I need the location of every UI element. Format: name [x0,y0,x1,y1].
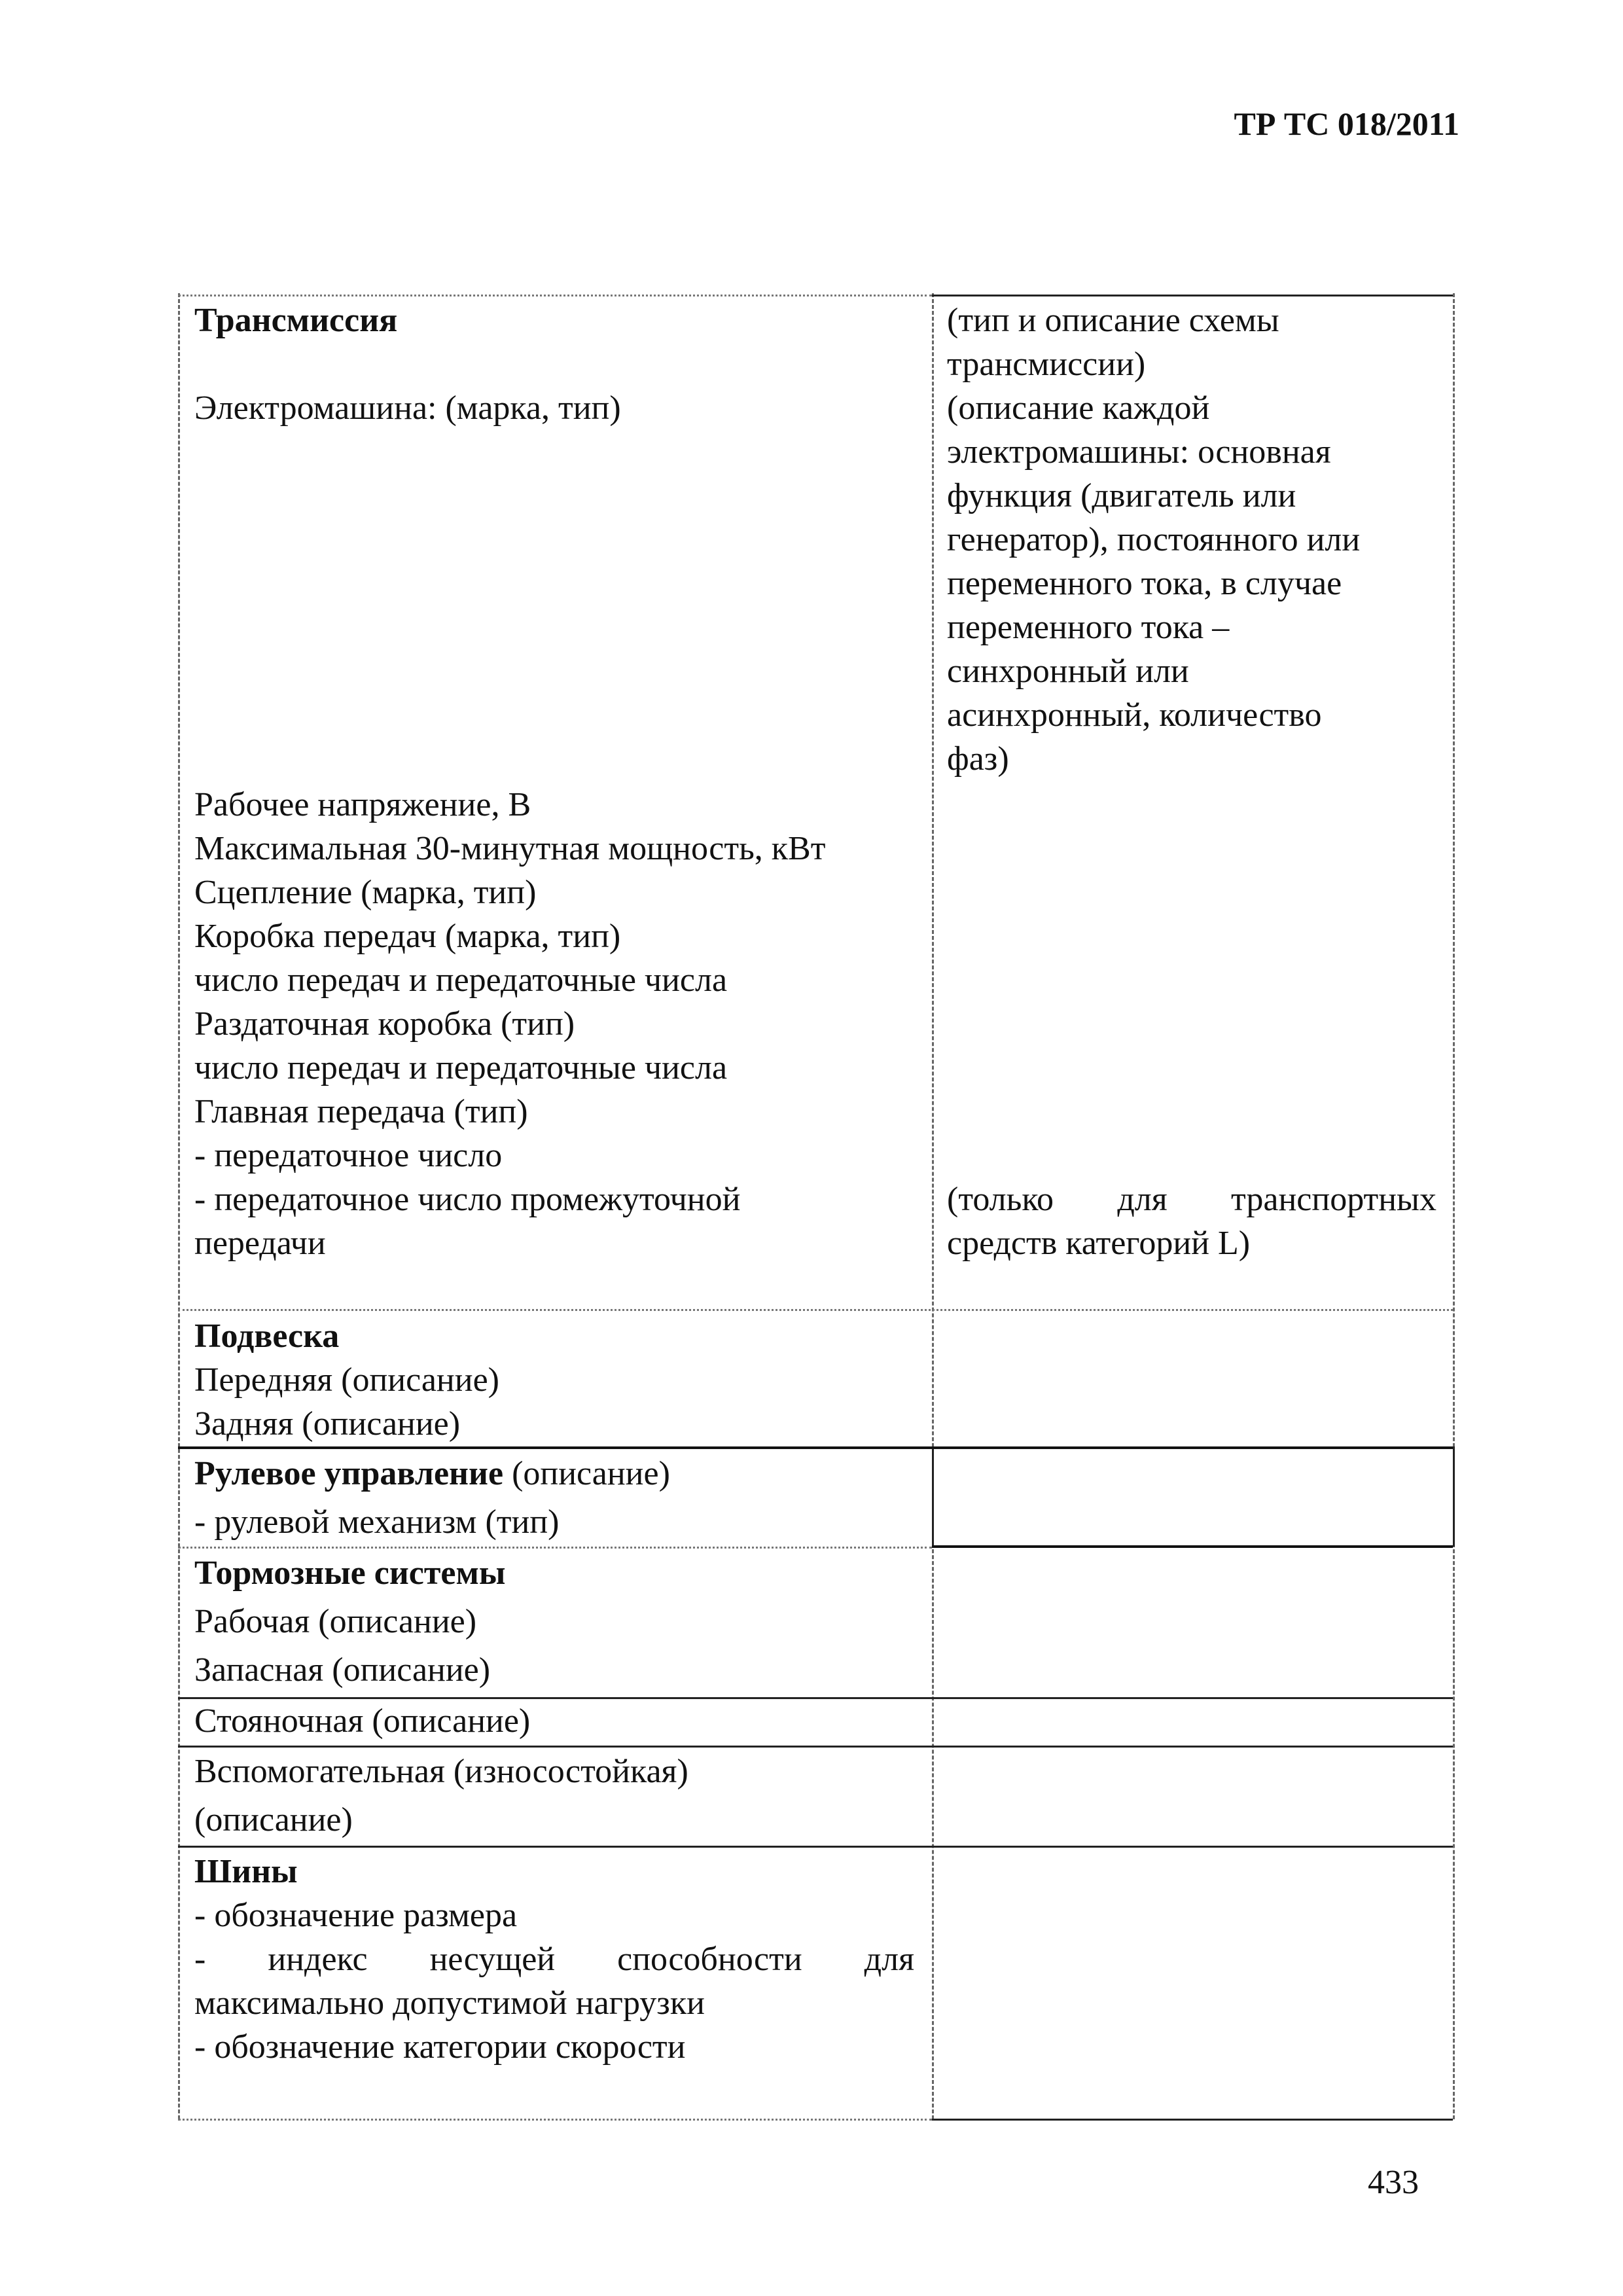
transmission-scheme-desc: (тип и описание схемы [947,302,1279,339]
brakes-title: Тормозные системы [194,1554,506,1592]
em-desc-line: переменного тока – [947,609,1230,646]
voltage-label: Рабочее напряжение, В [194,786,531,823]
steering-mechanism: - рулевой механизм (тип) [194,1503,560,1541]
em-desc-line: асинхронный, количество [947,696,1322,734]
brake-parking: Стояночная (описание) [194,1702,531,1740]
table-top-border-right [932,295,1453,296]
tire-speed-category: - обозначение категории скорости [194,2028,686,2066]
table-right-border [1453,293,1455,2119]
category-l-note: (только для транспортных [947,1181,1436,1218]
gearbox-ratios-label: число передач и передаточные числа [194,961,728,999]
gearbox-label: Коробка передач (марка, тип) [194,918,621,955]
transfer-case-label: Раздаточная коробка (тип) [194,1005,575,1043]
brake-spare: Запасная (описание) [194,1651,491,1689]
row-divider-steering [178,1446,1453,1449]
intermediate-ratio-label-2: передачи [194,1225,326,1262]
row-divider-tires [178,1846,1453,1848]
tires-title: Шины [194,1853,298,1890]
steering-right-border [1453,1446,1455,1547]
em-desc-line: переменного тока, в случае [947,565,1342,602]
suspension-front: Передняя (описание) [194,1361,499,1399]
em-desc-line: функция (двигатель или [947,477,1296,514]
table-top-border [178,295,932,296]
page-number: 433 [1368,2164,1419,2201]
steering-title-suffix: (описание) [503,1455,670,1492]
brake-auxiliary: Вспомогательная (износостойкая) [194,1753,688,1790]
steering-divider [932,1446,934,1547]
suspension-title: Подвеска [194,1318,340,1355]
electric-machine-label: Электромашина: (марка, тип) [194,389,621,427]
tire-size: - обозначение размера [194,1897,518,1934]
max-power-label: Максимальная 30-минутная мощность, кВт [194,830,826,867]
table-bottom-border-left [178,2119,932,2121]
tire-load-index: - индекс несущей способности для [194,1941,914,1978]
category-l-note-2: средств категорий L) [947,1225,1251,1262]
final-ratio-label: - передаточное число [194,1137,503,1174]
final-drive-label: Главная передача (тип) [194,1093,528,1130]
em-desc-line: (описание каждой [947,389,1210,427]
row-divider-auxiliary [178,1746,1453,1748]
brake-service: Рабочая (описание) [194,1603,477,1640]
table-bottom-border [932,2119,1453,2121]
steering-title-bold: Рулевое управление [194,1455,504,1492]
clutch-label: Сцепление (марка, тип) [194,874,537,911]
transmission-title: Трансмиссия [194,302,398,339]
suspension-rear: Задняя (описание) [194,1405,461,1443]
document-code: ТР ТС 018/2011 [1234,105,1459,142]
tire-load-index-2: максимально допустимой нагрузки [194,1984,705,2022]
em-desc-line: электромашины: основная [947,433,1331,471]
row-divider-brakes-left [178,1547,932,1549]
row-divider-brakes [932,1545,1453,1548]
steering-title [194,1452,670,1496]
intermediate-ratio-label: - передаточное число промежуточной [194,1181,741,1218]
em-desc-line: синхронный или [947,653,1189,690]
em-desc-line: генератор), постоянного или [947,521,1361,558]
transfer-ratios-label: число передач и передаточные числа [194,1049,728,1086]
transmission-scheme-desc-2: трансмиссии) [947,346,1146,383]
brake-auxiliary-2: (описание) [194,1801,353,1839]
row-divider-suspension [178,1309,1453,1311]
em-desc-line: фаз) [947,740,1009,778]
